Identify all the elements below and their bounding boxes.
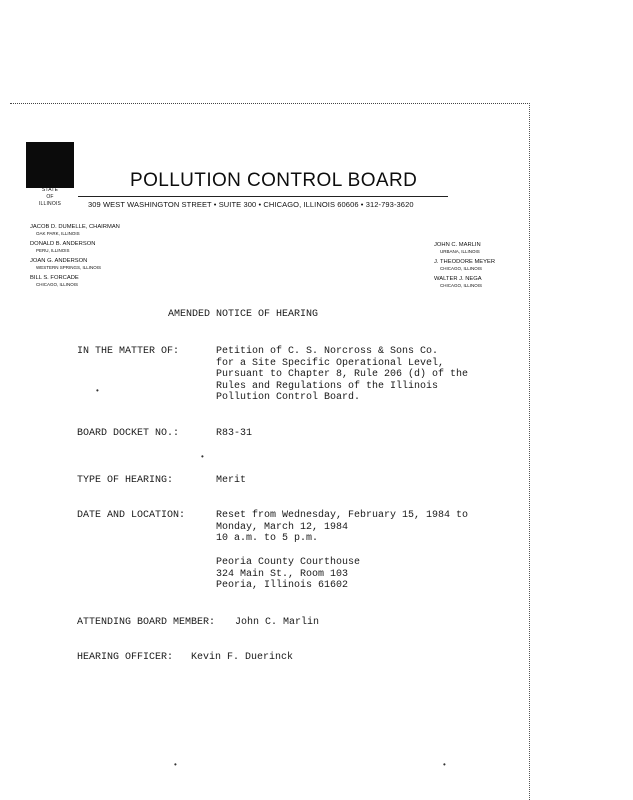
location-value: Peoria County Courthouse 324 Main St., Room 103 Peoria, Illinois 61602 bbox=[216, 557, 361, 591]
stray-mark: • bbox=[443, 760, 446, 769]
page-edge-top bbox=[10, 103, 530, 104]
matter-value: Petition of C. S. Norcross & Sons Co. for a Site Specific Operational Level, Pursuant to Chapter 8, Rule 206 (d) of the Rules and Regulations of the Illinois Pollution Control Board. bbox=[216, 346, 469, 403]
board-member-label: ATTENDING BOARD MEMBER: bbox=[77, 617, 216, 628]
board-member: DONALD B. ANDERSON PERU, ILLINOIS bbox=[30, 241, 96, 253]
hearing-type-label: TYPE OF HEARING: bbox=[77, 475, 174, 486]
board-member: JOHN C. MARLIN URBANA, ILLINOIS bbox=[434, 242, 481, 254]
board-title: POLLUTION CONTROL BOARD bbox=[130, 170, 418, 191]
members-list-left bbox=[30, 223, 120, 291]
board-member: JOAN G. ANDERSON WESTERN SPRINGS, ILLINOIS bbox=[30, 258, 102, 270]
date-location-label: DATE AND LOCATION: bbox=[77, 510, 186, 521]
stray-mark: • bbox=[174, 760, 177, 769]
hearing-officer-value: Kevin F. Duerinck bbox=[191, 652, 294, 663]
state-label: STATE OF ILLINOIS bbox=[38, 187, 62, 207]
docket-label: BOARD DOCKET NO.: bbox=[77, 428, 180, 439]
docket-value: R83-31 bbox=[216, 428, 253, 439]
hearing-type-value: Merit bbox=[216, 475, 247, 486]
board-member-value: John C. Marlin bbox=[235, 617, 320, 628]
state-seal-block bbox=[26, 142, 74, 188]
page-edge-right bbox=[529, 103, 530, 800]
stray-mark: • bbox=[96, 386, 99, 395]
board-member: WALTER J. NEGA CHICAGO, ILLINOIS bbox=[434, 276, 483, 288]
notice-heading: AMENDED NOTICE OF HEARING bbox=[168, 309, 319, 320]
board-address: 309 WEST WASHINGTON STREET • SUITE 300 • CHICAGO, ILLINOIS 60606 • 312-793-3620 bbox=[88, 200, 414, 209]
letterhead-rule bbox=[78, 196, 448, 197]
hearing-officer-label: HEARING OFFICER: bbox=[77, 652, 174, 663]
board-member: JACOB D. DUMELLE, CHAIRMAN OAK PARK, ILLINOIS bbox=[30, 224, 120, 236]
board-member: BILL S. FORCADE CHICAGO, ILLINOIS bbox=[30, 275, 79, 287]
members-list-right bbox=[434, 241, 495, 292]
date-value: Reset from Wednesday, February 15, 1984 to Monday, March 12, 1984 10 a.m. to 5 p.m. bbox=[216, 510, 469, 544]
board-member: J. THEODORE MEYER CHICAGO, ILLINOIS bbox=[434, 259, 496, 271]
matter-label: IN THE MATTER OF: bbox=[77, 346, 180, 357]
stray-mark: • bbox=[201, 452, 204, 461]
